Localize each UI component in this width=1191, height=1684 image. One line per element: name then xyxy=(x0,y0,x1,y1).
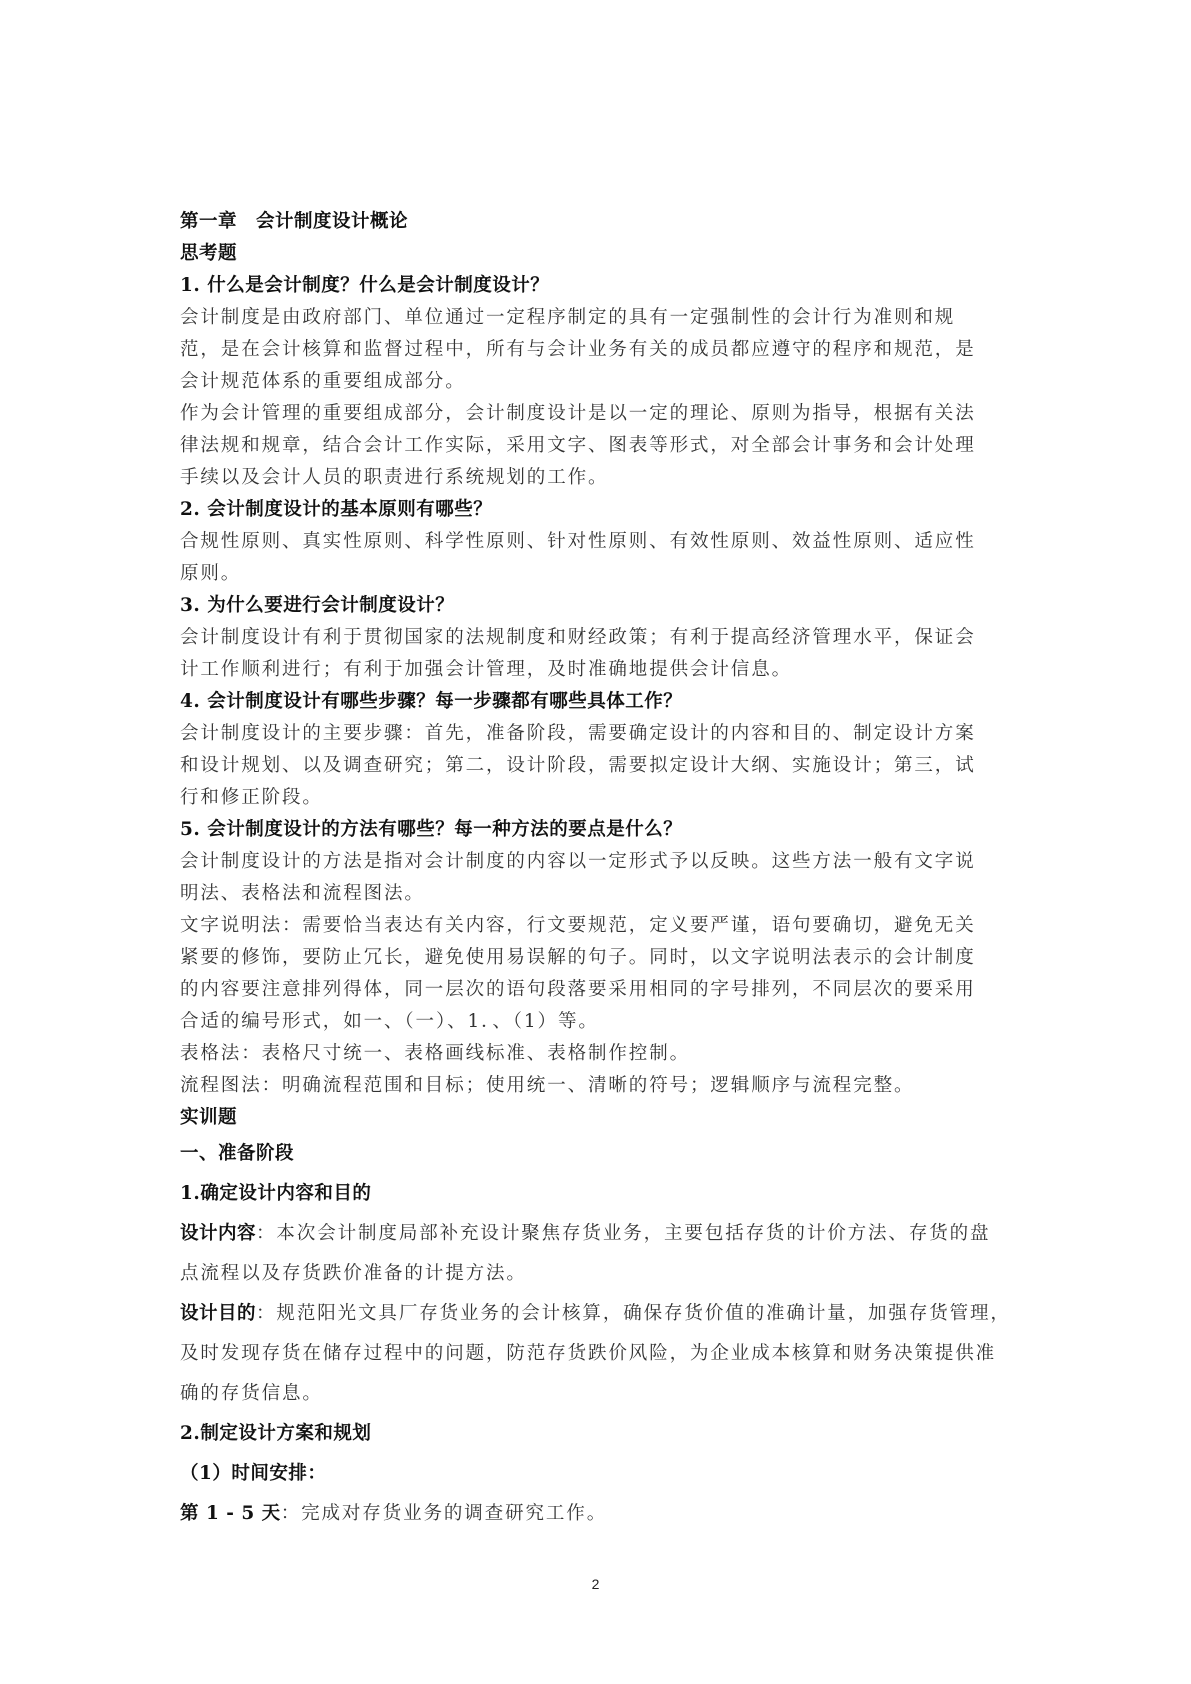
answer-line: 会计制度设计有利于贯彻国家的法规制度和财经政策；有利于提高经济管理水平，保证会 xyxy=(180,627,976,648)
item-2-title: 2.制定设计方案和规划 xyxy=(180,1423,372,1444)
answer-line: 的内容要注意排列得体，同一层次的语句段落要采用相同的字号排列，不同层次的要采用 xyxy=(180,979,976,1000)
answer-line: 作为会计管理的重要组成部分，会计制度设计是以一定的理论、原则为指导，根据有关法 xyxy=(180,403,976,424)
answer-line: 和设计规划、以及调查研究；第二，设计阶段，需要拟定设计大纲、实施设计；第三，试 xyxy=(180,755,976,776)
question-1: 1. 什么是会计制度？什么是会计制度设计？ xyxy=(180,275,550,296)
answer-line: 合规性原则、真实性原则、科学性原则、针对性原则、有效性原则、效益性原则、适应性 xyxy=(180,531,976,552)
answer-line: 原则。 xyxy=(180,563,242,584)
design-content-line: 点流程以及存货跌价准备的计提方法。 xyxy=(180,1263,527,1284)
design-purpose-line: 及时发现存货在储存过程中的问题，防范存货跌价风险，为企业成本核算和财务决策提供准 xyxy=(180,1343,997,1364)
question-2: 2. 会计制度设计的基本原则有哪些？ xyxy=(180,499,493,520)
chapter-title: 第一章 会计制度设计概论 xyxy=(180,211,409,232)
answer-line: 合适的编号形式，如一、（一）、1．、（1）等。 xyxy=(180,1011,599,1032)
schedule-day-label: 第 1 - 5 天 xyxy=(180,1503,281,1524)
question-3: 3. 为什么要进行会计制度设计？ xyxy=(180,595,455,616)
answer-line: 紧要的修饰，要防止冗长，避免使用易误解的句子。同时，以文字说明法表示的会计制度 xyxy=(180,947,976,968)
design-purpose-line xyxy=(180,1294,1010,1334)
answer-line: 会计制度设计的方法是指对会计制度的内容以一定形式予以反映。这些方法一般有文字说 xyxy=(180,851,976,872)
design-content-line xyxy=(180,1214,1010,1254)
design-content-label: 设计内容 xyxy=(180,1223,257,1244)
answer-line: 会计制度是由政府部门、单位通过一定程序制定的具有一定强制性的会计行为准则和规 xyxy=(180,307,956,328)
sub-1-title: （1）时间安排： xyxy=(180,1463,327,1484)
question-5: 5. 会计制度设计的方法有哪些？每一种方法的要点是什么？ xyxy=(180,819,683,840)
answer-line: 计工作顺利进行；有利于加强会计管理，及时准确地提供会计信息。 xyxy=(180,659,793,680)
answer-line: 手续以及会计人员的职责进行系统规划的工作。 xyxy=(180,467,609,488)
schedule-line xyxy=(180,1494,1010,1534)
answer-line: 表格法：表格尺寸统一、表格画线标准、表格制作控制。 xyxy=(180,1043,691,1064)
design-purpose-text: ：规范阳光文具厂存货业务的会计核算，确保存货价值的准确计量，加强存货管理， xyxy=(256,1303,1011,1324)
stage-1-title: 一、准备阶段 xyxy=(180,1143,295,1164)
design-purpose-label: 设计目的 xyxy=(180,1303,257,1324)
question-4: 4. 会计制度设计有哪些步骤？每一步骤都有哪些具体工作？ xyxy=(180,691,683,712)
answer-line: 文字说明法：需要恰当表达有关内容，行文要规范，定义要严谨，语句要确切，避免无关 xyxy=(180,915,976,936)
item-1-title: 1.确定设计内容和目的 xyxy=(180,1183,372,1204)
answer-line: 律法规和规章，结合会计工作实际，采用文字、图表等形式，对全部会计事务和会计处理 xyxy=(180,435,976,456)
answer-line: 行和修正阶段。 xyxy=(180,787,323,808)
answer-line: 范，是在会计核算和监督过程中，所有与会计业务有关的成员都应遵守的程序和规范，是 xyxy=(180,339,976,360)
answer-line: 会计制度设计的主要步骤：首先，准备阶段，需要确定设计的内容和目的、制定设计方案 xyxy=(180,723,976,744)
page-content xyxy=(180,206,1010,1534)
schedule-day-text: ：完成对存货业务的调查研究工作。 xyxy=(280,1503,608,1524)
section-heading-questions: 思考题 xyxy=(180,243,238,264)
answer-line: 流程图法：明确流程范围和目标；使用统一、清晰的符号；逻辑顺序与流程完整。 xyxy=(180,1075,915,1096)
design-content-text: ：本次会计制度局部补充设计聚焦存货业务，主要包括存货的计价方法、存货的盘 xyxy=(256,1223,991,1244)
answer-line: 会计规范体系的重要组成部分。 xyxy=(180,371,466,392)
design-purpose-line: 确的存货信息。 xyxy=(180,1383,323,1404)
answer-line: 明法、表格法和流程图法。 xyxy=(180,883,425,904)
section-heading-practice: 实训题 xyxy=(180,1107,238,1128)
page-number: 2 xyxy=(591,1576,600,1592)
